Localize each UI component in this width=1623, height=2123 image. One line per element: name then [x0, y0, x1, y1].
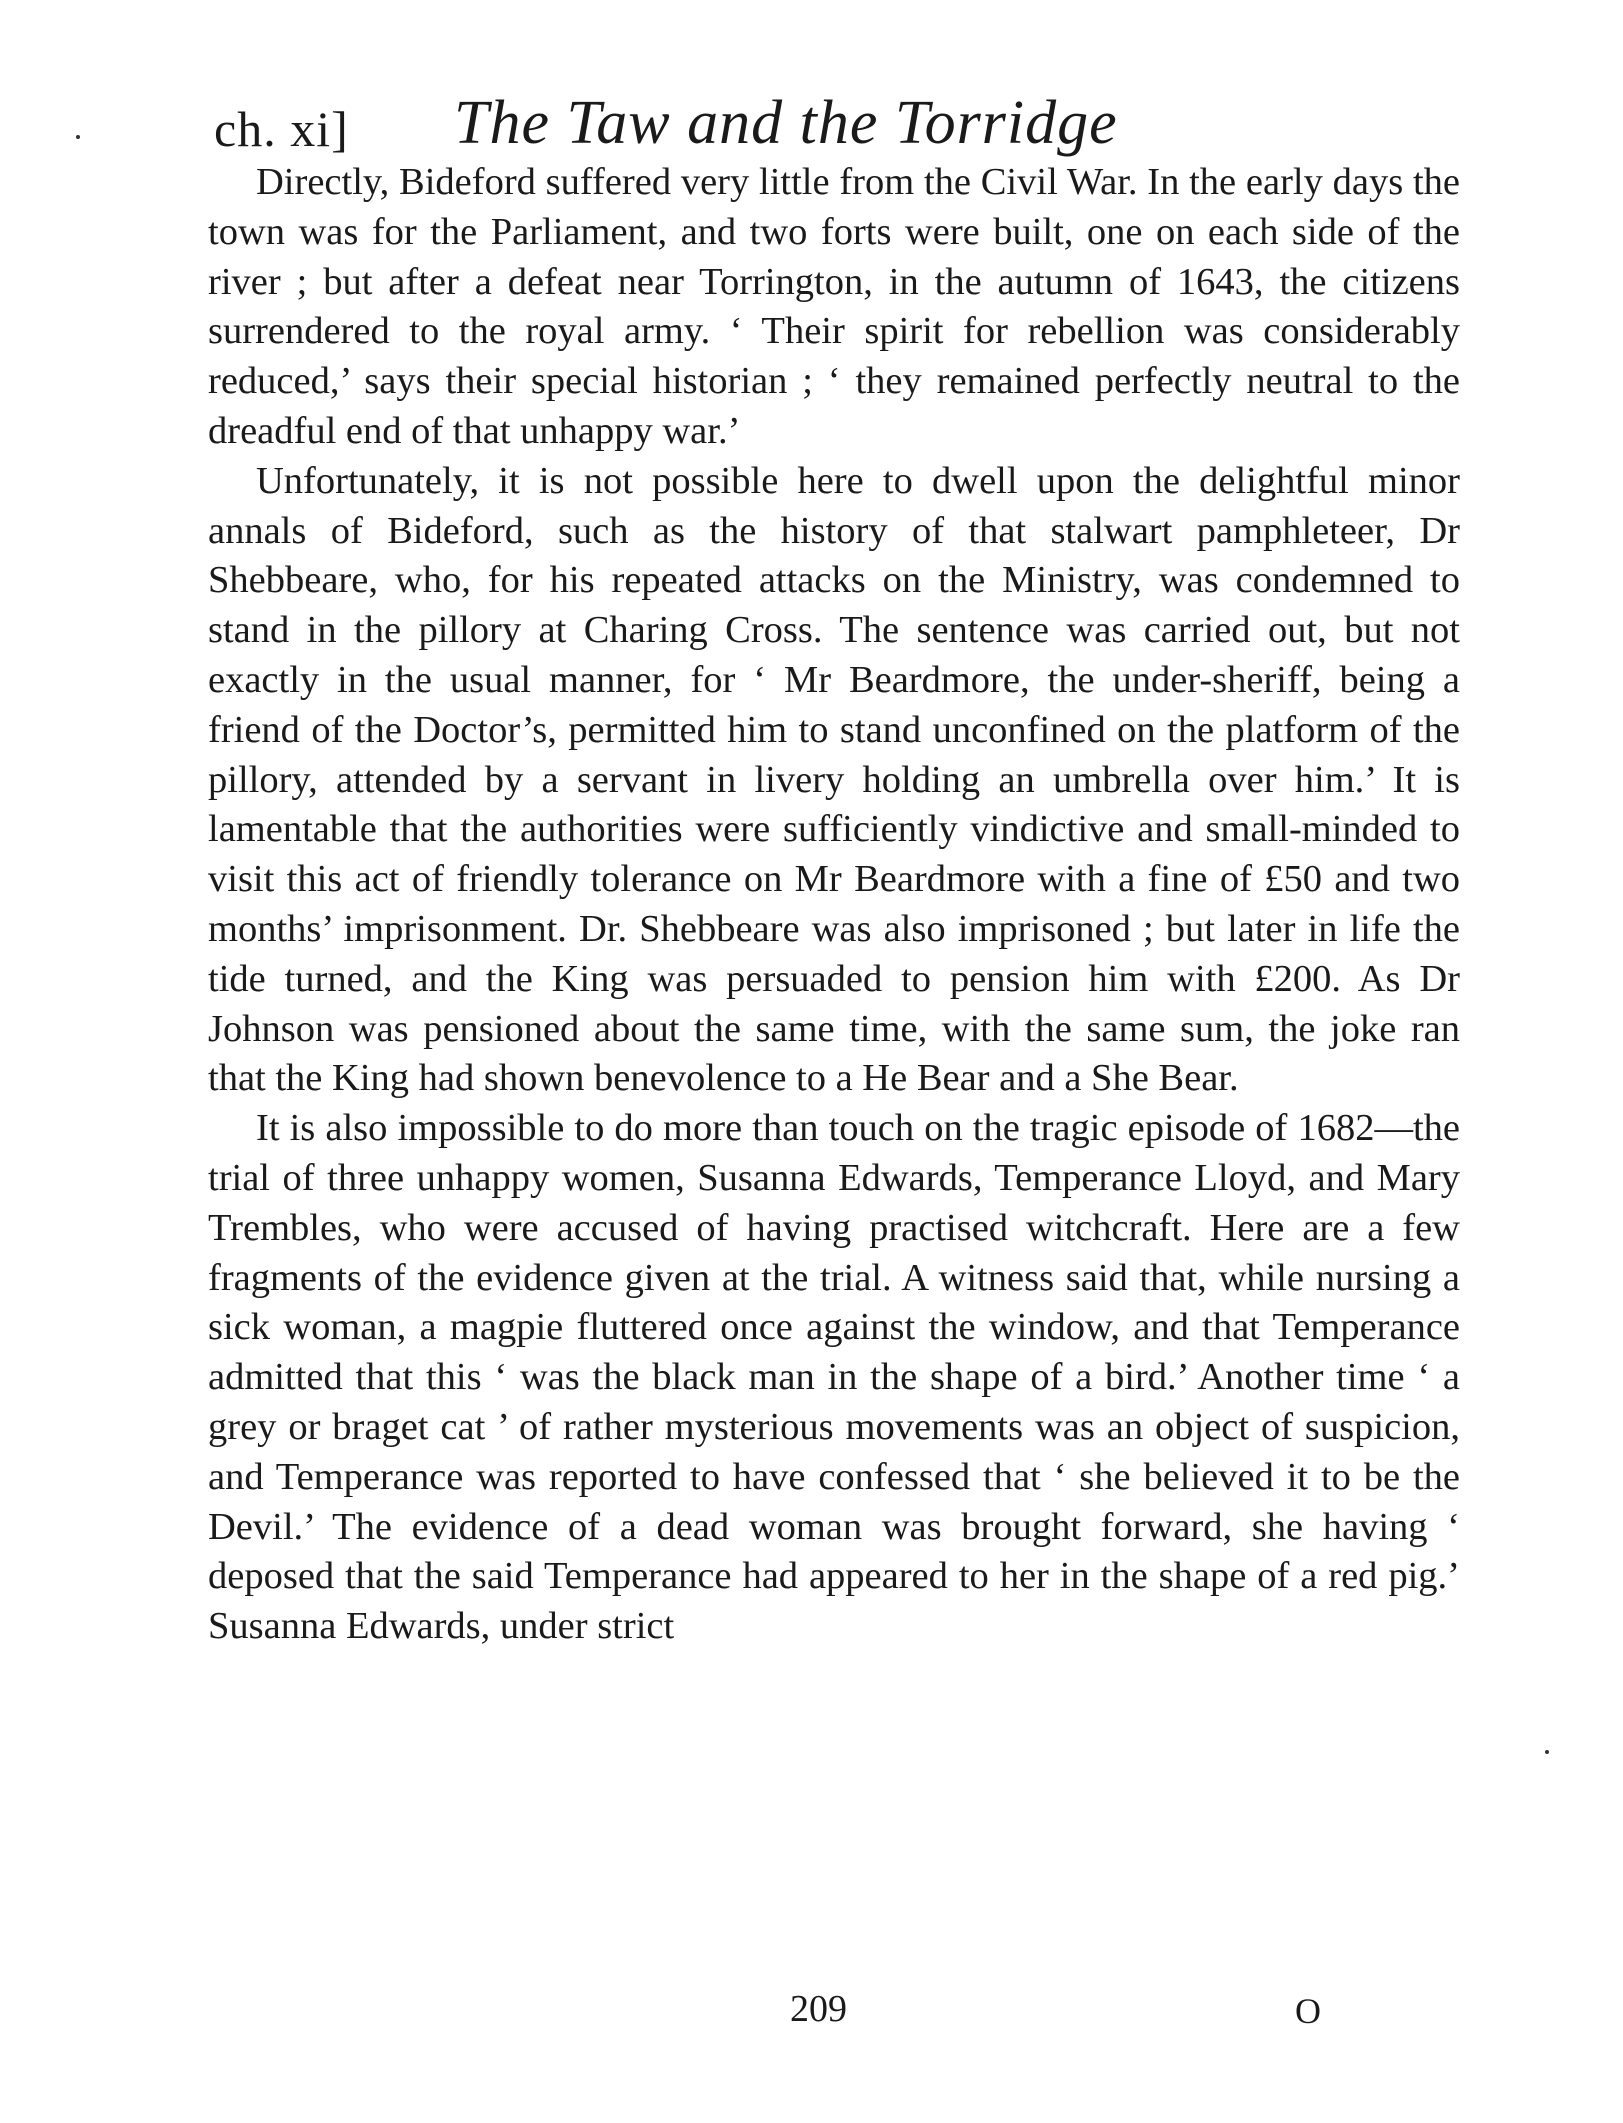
chapter-reference: ch. xi]	[214, 101, 349, 157]
running-title: The Taw and the Torridge	[454, 89, 1118, 157]
running-header	[214, 88, 1464, 168]
paragraph-witchcraft-trial: It is also impossible to do more than touch on the tragic episode of 1682—the trial of three unhappy women, Susanna Edwards, Temperance Lloyd, and Mary Trembles, who were accused of having practised witchcraft. Here are a few fragments of the evidence given at the trial. A witness said that, while nursing a sick woman, a magpie fluttered once against the window, and that Temperance admitted that this ‘ was the black man in the shape of a bird.’ Another time ‘ a grey or braget cat ’ of rather mysterious movements was an object of suspicion, and Temperance was reported to have confessed that ‘ she believed it to be the Devil.’ The evidence of a dead woman was brought forward, she having ‘ deposed that the said Temperance had appeared to her in the shape of a red pig.’ Susanna Edwards, under strict	[208, 1107, 1460, 1648]
page-number: 209	[790, 1988, 847, 2030]
paragraph-civil-war: Directly, Bideford suffered very little from the Civil War. In the early days the town was for the Parliament, and two forts were built, one on each side of the river ; but after a defeat near Torrington, in the autumn of 1643, the citizens surrendered to the royal army. ‘ Their spirit for rebellion was considerably reduced,’ says their special historian ; ‘ they remained perfectly neutral to the dreadful end of that unhappy war.’	[208, 161, 1460, 452]
body-text	[208, 158, 1460, 1652]
scan-speck-left	[76, 135, 80, 139]
signature-mark: O	[1295, 1991, 1321, 2031]
scan-speck-right	[1545, 1750, 1549, 1754]
paragraph-shebbeare: Unfortunately, it is not possible here to dwell upon the delightful minor annals of Bideford, such as the history of that stalwart pamphleteer, Dr Shebbeare, who, for his repeated attacks on the Ministry, was condemned to stand in the pillory at Charing Cross. The sentence was carried out, but not exactly in the usual manner, for ‘ Mr Beardmore, the under-sheriff, being a friend of the Doctor’s, permitted him to stand unconfined on the platform of the pillory, attended by a servant in livery holding an umbrella over him.’ It is lamentable that the authorities were sufficiently vindictive and small-minded to visit this act of friendly tolerance on Mr Beardmore with a fine of £50 and two months’ imprisonment. Dr. Shebbeare was also imprisoned ; but later in life the tide turned, and the King was persuaded to pension him with £200. As Dr Johnson was pensioned about the same time, with the same sum, the joke ran that the King had shown benevolence to a He Bear and a She Bear.	[208, 459, 1460, 1100]
